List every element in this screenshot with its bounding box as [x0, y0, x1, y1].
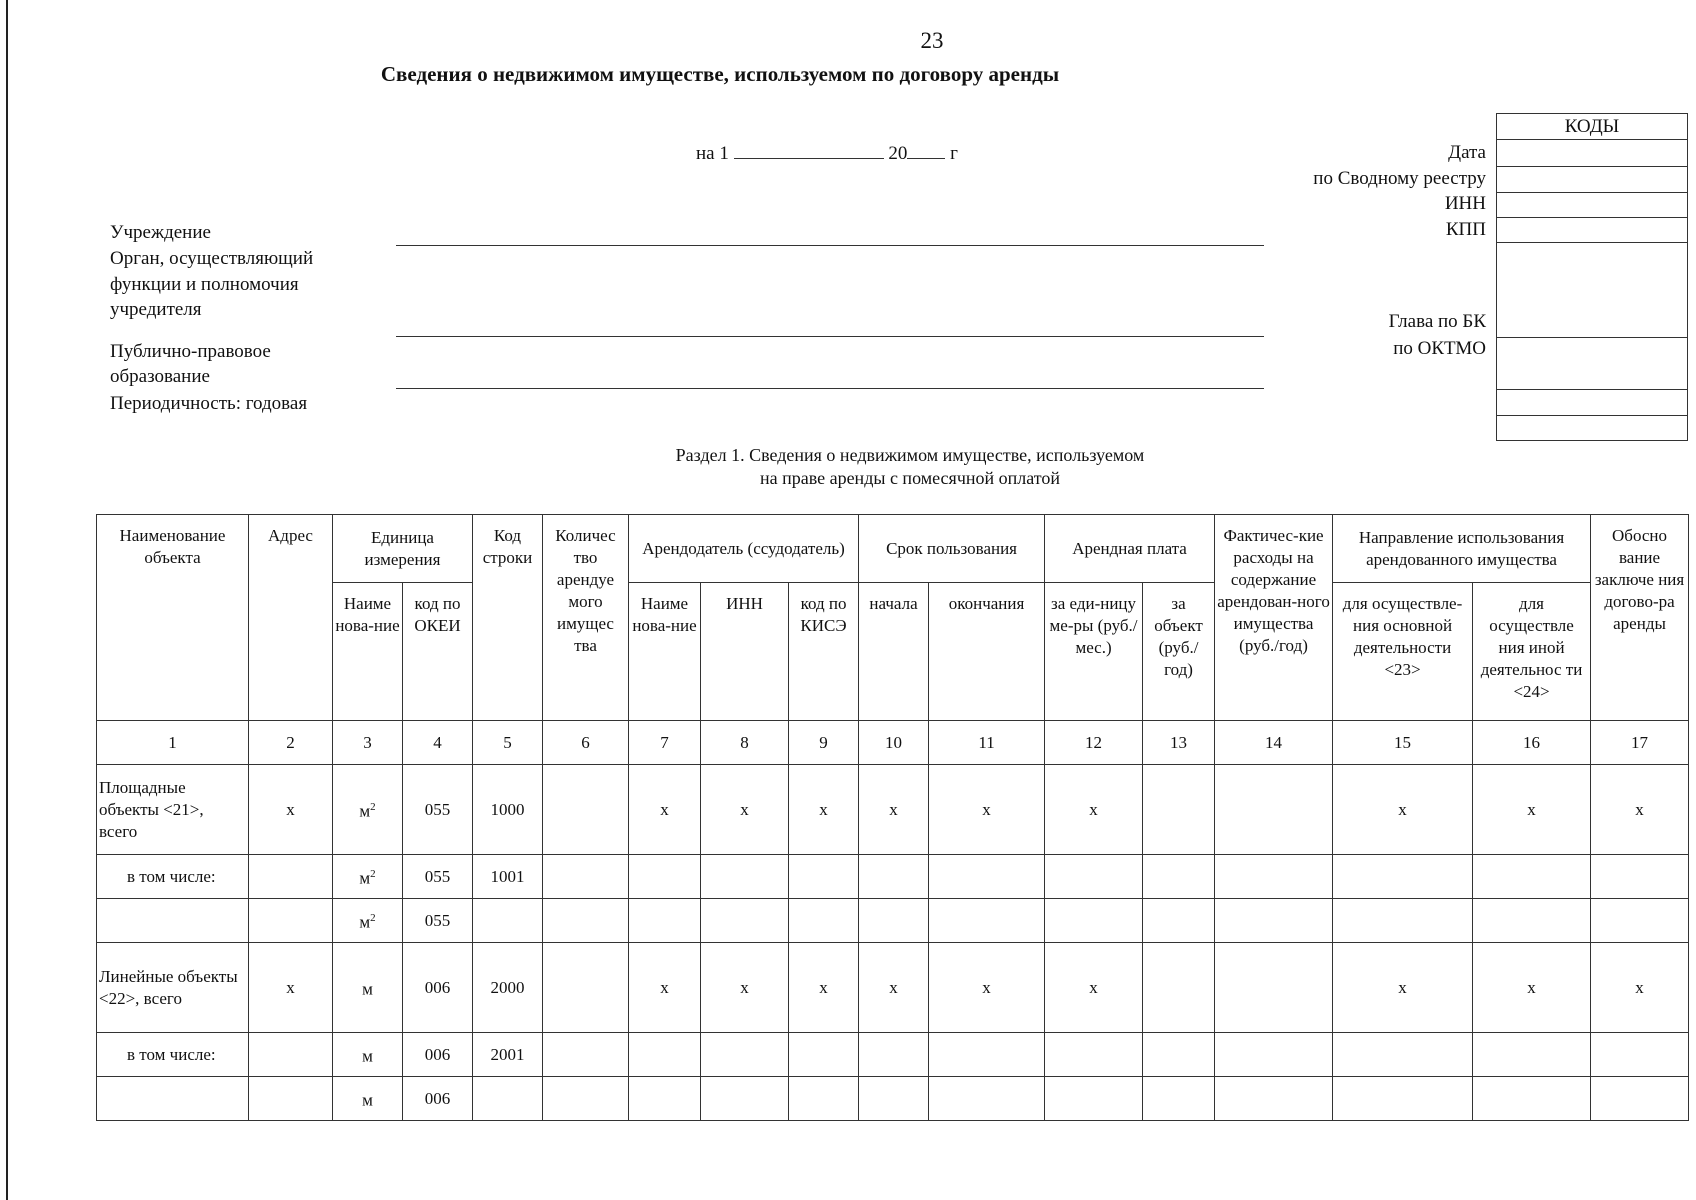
codes-box: [1496, 113, 1688, 441]
cell-lessor-kise[interactable]: [789, 855, 859, 899]
cell-okei: 055: [403, 855, 473, 899]
page-number: 23: [920, 28, 944, 53]
cell-rent-per-unit: x: [1045, 765, 1143, 855]
cell-lessor-inn[interactable]: [701, 1077, 789, 1121]
institution-label: Учреждение: [110, 222, 211, 243]
header-term-start: начала: [859, 583, 929, 721]
header-direction-other: для осуществле ния иной деятельнос ти <24>: [1473, 583, 1591, 721]
cell-line-code: 1000: [473, 765, 543, 855]
cell-basis[interactable]: [1591, 1077, 1689, 1121]
cell-direction-other: x: [1473, 765, 1591, 855]
table-row: [97, 765, 1689, 855]
cell-rent-per-object[interactable]: [1143, 765, 1215, 855]
cell-basis: x: [1591, 765, 1689, 855]
header-unit-okei: код по ОКЕИ: [403, 583, 473, 721]
cell-direction-main[interactable]: [1333, 1077, 1473, 1121]
cell-line-code: 1001: [473, 855, 543, 899]
founder-label-line2: функции и полномочия: [110, 274, 299, 295]
codes-date-label: Дата: [1448, 142, 1486, 163]
col-num: 11: [929, 721, 1045, 765]
col-num: 12: [1045, 721, 1143, 765]
cell-line-code[interactable]: [473, 1077, 543, 1121]
cell-rent-per-unit[interactable]: [1045, 855, 1143, 899]
section-title: [0, 444, 1696, 490]
cell-direction-other[interactable]: [1473, 1033, 1591, 1077]
codes-inn-label: ИНН: [1444, 193, 1486, 214]
col-num: 3: [333, 721, 403, 765]
cell-quantity[interactable]: [543, 943, 629, 1033]
public-entity-label-line2: образование: [110, 366, 210, 387]
cell-lessor-inn: x: [701, 765, 789, 855]
cell-line-code: 2001: [473, 1033, 543, 1077]
founder-label-line1: Орган, осуществляющий: [110, 248, 314, 269]
cell-object-name: в том числе:: [97, 855, 249, 899]
header-rent-per-object: за объект (руб./ год): [1143, 583, 1215, 721]
col-num: 13: [1143, 721, 1215, 765]
codes-extra-cell[interactable]: [1497, 415, 1687, 417]
cell-term-start: x: [859, 943, 929, 1033]
cell-rent-per-object[interactable]: [1143, 943, 1215, 1033]
header-unit: Единица измерения: [333, 515, 473, 583]
cell-rent-per-unit[interactable]: [1045, 1033, 1143, 1077]
cell-term-start[interactable]: [859, 855, 929, 899]
codes-divider: [1497, 242, 1687, 244]
cell-address: x: [249, 765, 333, 855]
date-suffix: г: [950, 143, 958, 164]
page-left-border: [6, 0, 8, 1200]
header-line-code: Код строки: [473, 515, 543, 721]
codes-kpp-cell[interactable]: [1497, 217, 1687, 243]
table-row: [97, 1033, 1689, 1077]
cell-actual-expenses[interactable]: [1215, 943, 1333, 1033]
cell-rent-per-object[interactable]: [1143, 1077, 1215, 1121]
cell-term-end: x: [929, 765, 1045, 855]
cell-okei: 055: [403, 765, 473, 855]
institution-field[interactable]: [396, 245, 1264, 246]
header-actual-expenses: Фактичес-кие расходы на содержание арендован-ного имущества (руб./год): [1215, 515, 1333, 721]
cell-lessor-name[interactable]: [629, 899, 701, 943]
unit-text: м: [359, 868, 371, 888]
header-rent-per-unit: за еди-ницу ме-ры (руб./ мес.): [1045, 583, 1143, 721]
col-num: 15: [1333, 721, 1473, 765]
col-num: 17: [1591, 721, 1689, 765]
report-date-line: [696, 142, 958, 165]
cell-object-name[interactable]: [97, 899, 249, 943]
cell-object-name[interactable]: [97, 1077, 249, 1121]
cell-line-code[interactable]: [473, 899, 543, 943]
cell-direction-main: x: [1333, 765, 1473, 855]
cell-address[interactable]: [249, 855, 333, 899]
cell-basis[interactable]: [1591, 1033, 1689, 1077]
page-title: Сведения о недвижимом имуществе, используемом по договору аренды: [380, 62, 1060, 86]
cell-lessor-kise[interactable]: [789, 1033, 859, 1077]
col-num: 14: [1215, 721, 1333, 765]
col-num: 7: [629, 721, 701, 765]
header-quantity: Количес тво арендуе мого имущес тва: [543, 515, 629, 721]
cell-term-start[interactable]: [859, 899, 929, 943]
cell-lessor-kise: x: [789, 943, 859, 1033]
cell-basis[interactable]: [1591, 855, 1689, 899]
cell-rent-per-unit[interactable]: [1045, 1077, 1143, 1121]
cell-basis: x: [1591, 943, 1689, 1033]
cell-okei: 006: [403, 943, 473, 1033]
cell-direction-other[interactable]: [1473, 1077, 1591, 1121]
cell-object-name: в том числе:: [97, 1033, 249, 1077]
cell-unit: [333, 765, 403, 855]
header-term: Срок пользования: [859, 515, 1045, 583]
cell-lessor-inn[interactable]: [701, 1033, 789, 1077]
cell-rent-per-unit: x: [1045, 943, 1143, 1033]
unit-superscript: 2: [370, 912, 376, 925]
cell-direction-other[interactable]: [1473, 899, 1591, 943]
cell-rent-per-object[interactable]: [1143, 1033, 1215, 1077]
header-address: Адрес: [249, 515, 333, 721]
cell-actual-expenses[interactable]: [1215, 855, 1333, 899]
header-direction-main: для осуществле-ния основной деятельности <23>: [1333, 583, 1473, 721]
cell-okei: 055: [403, 899, 473, 943]
periodicity-label: Периодичность: годовая: [110, 393, 308, 414]
cell-rent-per-unit[interactable]: [1045, 899, 1143, 943]
cell-quantity[interactable]: [543, 899, 629, 943]
section-title-line2: на праве аренды с помесячной оплатой: [759, 468, 1061, 488]
codes-bk-label: Глава по БК: [1388, 311, 1486, 332]
header-object-name: Наименование объекта: [97, 515, 249, 721]
col-num: 6: [543, 721, 629, 765]
cell-lessor-kise[interactable]: [789, 899, 859, 943]
col-num: 9: [789, 721, 859, 765]
cell-term-end[interactable]: [929, 1077, 1045, 1121]
cell-term-start[interactable]: [859, 1033, 929, 1077]
date-prefix: на 1: [696, 143, 729, 164]
cell-direction-main: x: [1333, 943, 1473, 1033]
date-year-prefix: 20: [888, 143, 908, 164]
codes-kpp-label: КПП: [1445, 219, 1486, 240]
cell-quantity[interactable]: [543, 1033, 629, 1077]
cell-lessor-inn: x: [701, 943, 789, 1033]
codes-date-cell[interactable]: [1497, 139, 1687, 165]
header-lessor-kise: код по КИСЭ: [789, 583, 859, 721]
header-unit-name: Наиме нова-ние: [333, 583, 403, 721]
cell-actual-expenses[interactable]: [1215, 765, 1333, 855]
table-row: [97, 1077, 1689, 1121]
cell-unit: [333, 855, 403, 899]
cell-direction-main[interactable]: [1333, 855, 1473, 899]
cell-quantity[interactable]: [543, 855, 629, 899]
date-day-month-field[interactable]: [734, 142, 884, 159]
cell-unit: [333, 943, 403, 1033]
cell-address[interactable]: [249, 1033, 333, 1077]
col-num: 16: [1473, 721, 1591, 765]
header-term-end: окончания: [929, 583, 1045, 721]
cell-lessor-kise: x: [789, 765, 859, 855]
cell-line-code: 2000: [473, 943, 543, 1033]
codes-bk-cell[interactable]: [1497, 337, 1687, 339]
unit-superscript: 2: [370, 868, 376, 881]
header-basis: Обосно вание заключе ния догово-ра аренды: [1591, 515, 1689, 721]
cell-actual-expenses[interactable]: [1215, 1077, 1333, 1121]
cell-okei: 006: [403, 1033, 473, 1077]
cell-rent-per-object[interactable]: [1143, 855, 1215, 899]
codes-registry-label: по Сводному реестру: [1313, 168, 1486, 189]
cell-direction-main[interactable]: [1333, 1033, 1473, 1077]
header-lessor: Арендодатель (ссудодатель): [629, 515, 859, 583]
cell-direction-other: x: [1473, 943, 1591, 1033]
cell-basis[interactable]: [1591, 899, 1689, 943]
cell-quantity[interactable]: [543, 1077, 629, 1121]
founder-field[interactable]: [396, 336, 1264, 337]
cell-lessor-inn[interactable]: [701, 899, 789, 943]
table-row: [97, 899, 1689, 943]
cell-term-end: x: [929, 943, 1045, 1033]
cell-lessor-name[interactable]: [629, 1033, 701, 1077]
rent-table: [96, 514, 1689, 1121]
cell-actual-expenses[interactable]: [1215, 899, 1333, 943]
header-lessor-inn: ИНН: [701, 583, 789, 721]
codes-header: КОДЫ: [1497, 114, 1687, 140]
col-num: 10: [859, 721, 929, 765]
cell-term-start: x: [859, 765, 929, 855]
col-num: 2: [249, 721, 333, 765]
public-entity-field[interactable]: [396, 388, 1264, 389]
cell-object-name: Линейные объекты <22>, всего: [97, 943, 249, 1033]
unit-text: м: [359, 912, 371, 932]
cell-lessor-name: x: [629, 943, 701, 1033]
founder-label-line3: учредителя: [110, 299, 202, 320]
col-num: 4: [403, 721, 473, 765]
codes-inn-cell[interactable]: [1497, 192, 1687, 218]
cell-unit: [333, 899, 403, 943]
cell-address: x: [249, 943, 333, 1033]
table-row: [97, 855, 1689, 899]
col-num: 8: [701, 721, 789, 765]
cell-address[interactable]: [249, 1077, 333, 1121]
cell-unit: [333, 1033, 403, 1077]
cell-lessor-inn[interactable]: [701, 855, 789, 899]
public-entity-label-line1: Публично-правовое: [110, 341, 271, 362]
codes-registry-cell[interactable]: [1497, 166, 1687, 192]
table-body: [97, 765, 1689, 1121]
header-direction: Направление использования арендованного имущества: [1333, 515, 1591, 583]
unit-superscript: 2: [370, 801, 376, 814]
cell-term-end[interactable]: [929, 1033, 1045, 1077]
unit-text: м: [362, 1046, 373, 1066]
header-rent: Арендная плата: [1045, 515, 1215, 583]
col-num: 5: [473, 721, 543, 765]
cell-term-end[interactable]: [929, 855, 1045, 899]
unit-text: м: [362, 979, 373, 999]
cell-actual-expenses[interactable]: [1215, 1033, 1333, 1077]
cell-lessor-kise[interactable]: [789, 1077, 859, 1121]
unit-text: м: [362, 1090, 373, 1110]
codes-oktmo-label: по ОКТМО: [1393, 338, 1486, 359]
cell-address[interactable]: [249, 899, 333, 943]
cell-lessor-name[interactable]: [629, 1077, 701, 1121]
codes-oktmo-cell[interactable]: [1497, 389, 1687, 391]
cell-rent-per-object[interactable]: [1143, 899, 1215, 943]
unit-text: м: [359, 801, 371, 821]
cell-object-name: Площадные объекты <21>, всего: [97, 765, 249, 855]
cell-term-end[interactable]: [929, 899, 1045, 943]
cell-direction-other[interactable]: [1473, 855, 1591, 899]
cell-okei: 006: [403, 1077, 473, 1121]
col-num: 1: [97, 721, 249, 765]
cell-direction-main[interactable]: [1333, 899, 1473, 943]
cell-unit: [333, 1077, 403, 1121]
table-row: [97, 943, 1689, 1033]
cell-quantity[interactable]: [543, 765, 629, 855]
date-year-field[interactable]: [907, 142, 945, 159]
cell-lessor-name: x: [629, 765, 701, 855]
section-title-line1: Раздел 1. Сведения о недвижимом имуществе, используемом: [675, 445, 1145, 465]
cell-term-start[interactable]: [859, 1077, 929, 1121]
header-lessor-name: Наиме нова-ние: [629, 583, 701, 721]
cell-lessor-name[interactable]: [629, 855, 701, 899]
